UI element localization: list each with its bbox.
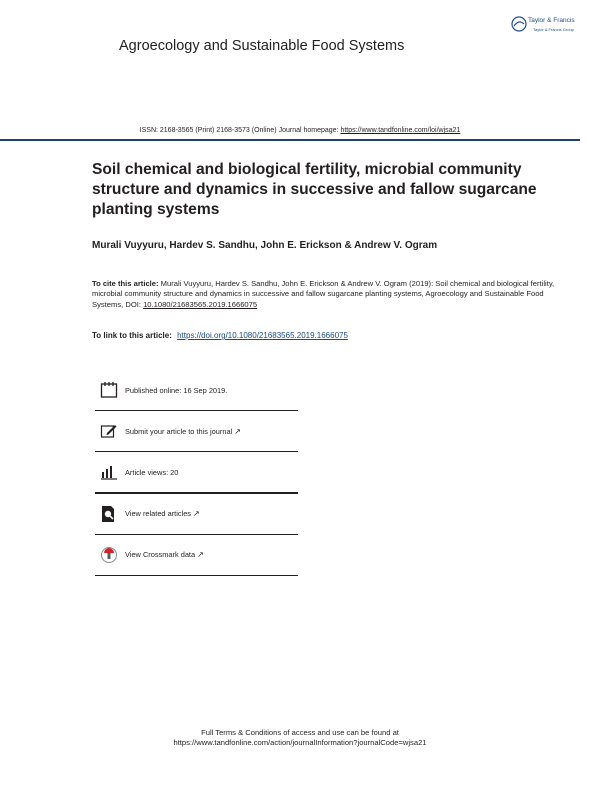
header-rule <box>0 139 580 141</box>
crossmark-link[interactable]: View Crossmark data <box>125 550 196 560</box>
journal-title: Agroecology and Sustainable Food Systems <box>119 38 405 54</box>
crossmark-icon <box>99 545 119 565</box>
external-link-icon: ↗ <box>197 550 204 560</box>
calendar-icon <box>99 380 119 400</box>
submit-row[interactable] <box>95 411 298 451</box>
publisher-logo[interactable] <box>511 16 586 40</box>
issn-text: ISSN: 2168-3565 (Print) 2168-3573 (Online) Journal homepage: <box>139 127 339 134</box>
related-articles-link[interactable]: View related articles <box>125 509 191 519</box>
doi-link[interactable]: https://doi.org/10.1080/21683565.2019.1666075 <box>177 331 348 340</box>
views-row <box>95 452 298 492</box>
article-views: Article views: 20 <box>125 467 179 477</box>
external-link-icon: ↗ <box>193 509 200 519</box>
cite-text: Murali Vuyyuru, Hardev S. Sandhu, John E. Erickson & Andrew V. Ogram (2019): Soil chemical and biological fertility, microbial community structure and dynamics in successive and fallow sugarcane planting systems, Agroecology and Sustainable Food Systems, DOI: <box>92 279 555 309</box>
logo-text: Taylor & Francis <box>528 17 575 24</box>
pencil-icon <box>99 421 119 441</box>
journal-homepage-link[interactable]: https://www.tandfonline.com/loi/wjsa21 <box>340 127 461 134</box>
submit-article-link[interactable]: Submit your article to this journal <box>125 426 233 436</box>
link-label: To link to this article: <box>92 331 172 340</box>
crossmark-row[interactable] <box>95 535 298 575</box>
taylor-francis-logo-icon <box>511 16 527 32</box>
logo-subtext: Taylor & Francis Group <box>533 27 574 32</box>
footer-line-1: Full Terms & Conditions of access and use can be found at <box>201 728 399 737</box>
article-meta-list <box>95 370 298 576</box>
cite-doi-link[interactable]: 10.1080/21683565.2019.1666075 <box>143 299 258 309</box>
footer <box>0 728 600 748</box>
article-authors: Murali Vuyyuru, Hardev S. Sandhu, John E. Erickson & Andrew V. Ogram <box>92 240 438 251</box>
external-link-icon: ↗ <box>234 426 241 436</box>
issn-line <box>0 127 600 134</box>
footer-terms-link[interactable]: https://www.tandfonline.com/action/journalInformation?journalCode=wjsa21 <box>173 738 427 747</box>
published-row <box>95 370 298 410</box>
meta-divider <box>95 575 298 576</box>
cite-label: To cite this article: <box>92 279 159 288</box>
search-document-icon <box>99 504 119 524</box>
published-date: Published online: 16 Sep 2019. <box>125 385 228 395</box>
bar-chart-icon <box>99 462 119 482</box>
link-row <box>92 331 348 340</box>
related-row[interactable] <box>95 494 298 534</box>
citation-block <box>92 279 562 310</box>
article-title: Soil chemical and biological fertility, microbial community structure and dynamics in successive and fallow sugarcane planting systems <box>92 161 537 218</box>
